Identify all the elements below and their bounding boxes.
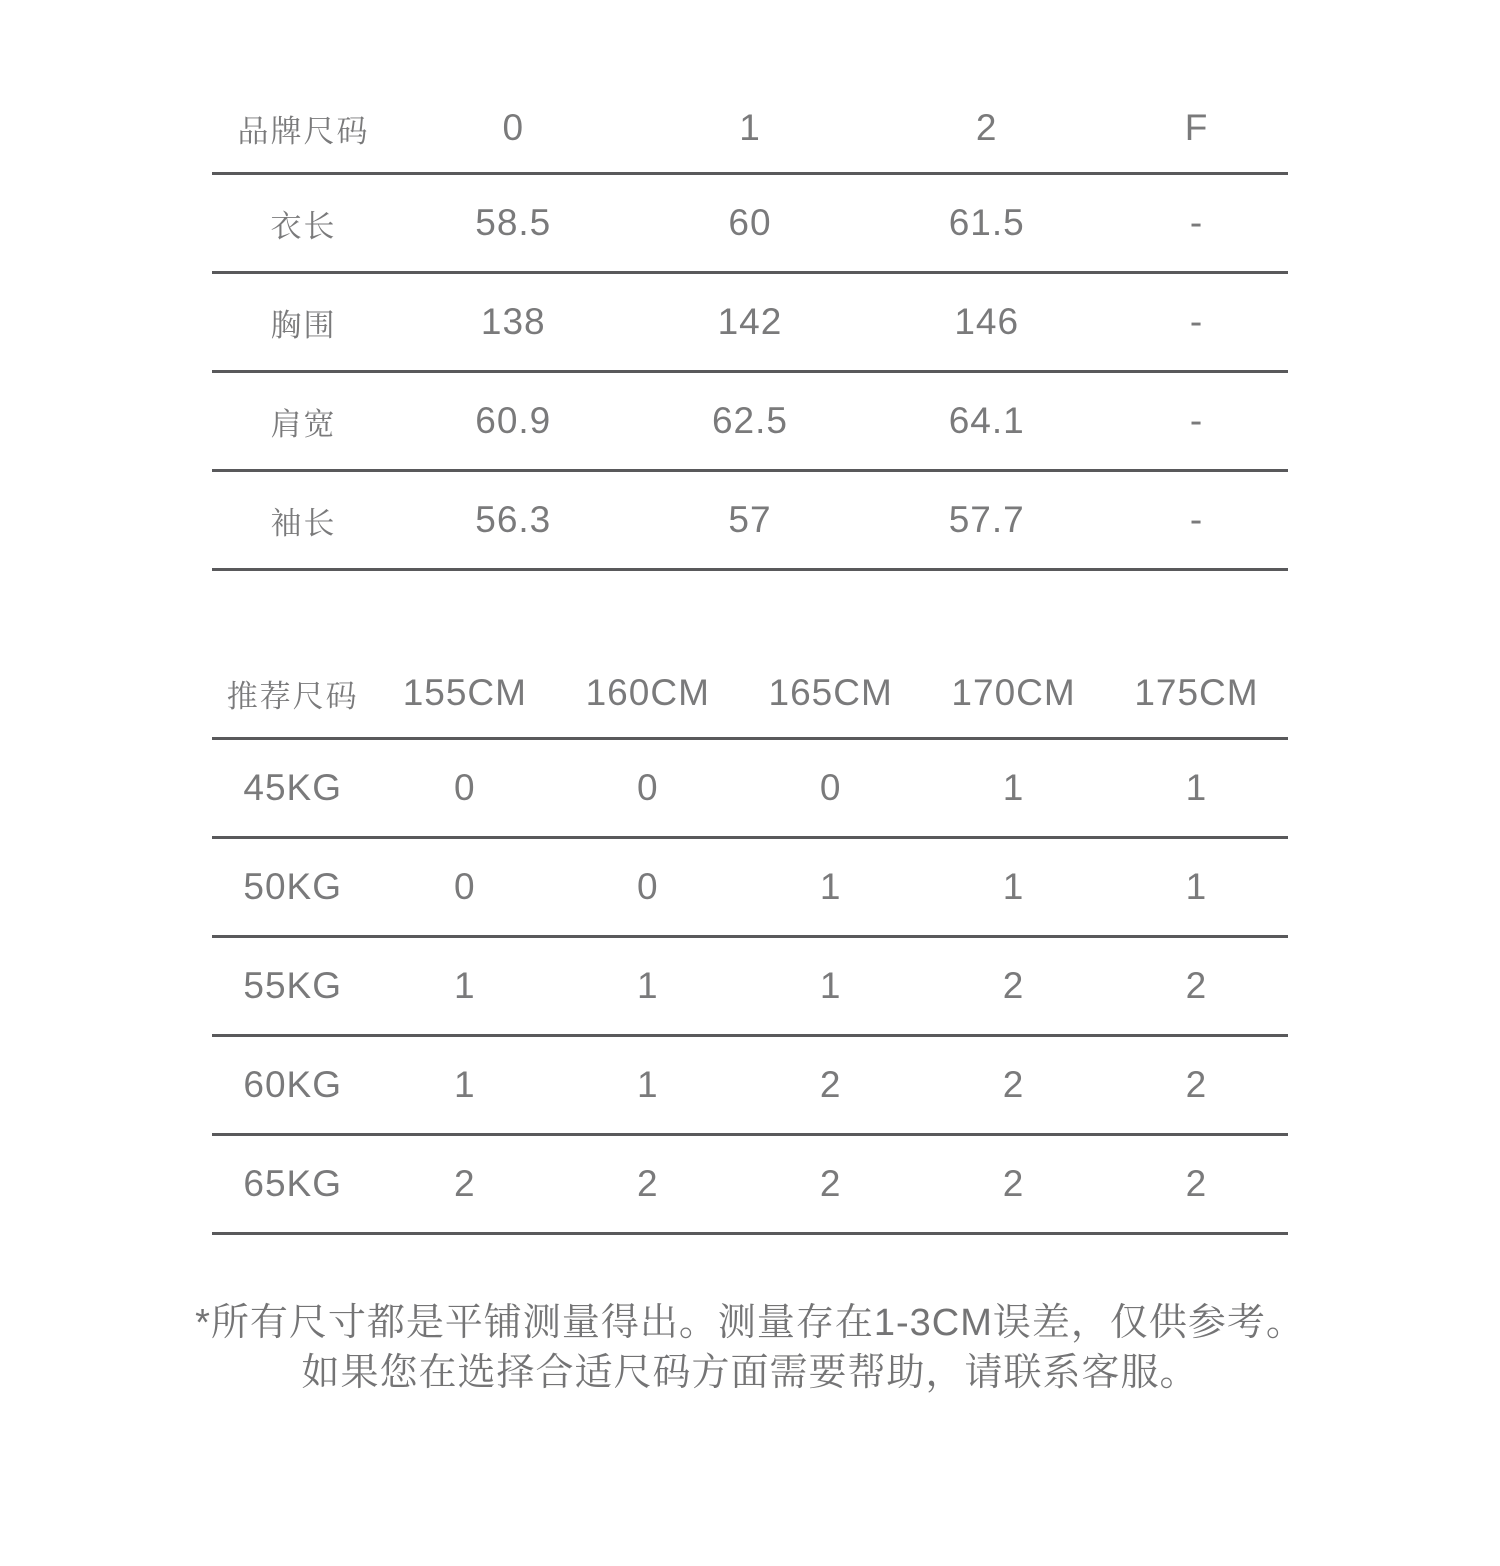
measure-value: 64.1 xyxy=(948,400,1025,441)
size-column-header: 1 xyxy=(739,107,761,148)
recommended-size-value: 2 xyxy=(1002,965,1025,1006)
table-row-65kg xyxy=(212,1136,1288,1235)
height-column-header: 155CM xyxy=(402,672,527,713)
recommended-size-value: 1 xyxy=(1002,866,1025,907)
weight-row-label: 50KG xyxy=(243,866,342,907)
recommended-size-value: 1 xyxy=(1185,866,1208,907)
weight-row-label: 45KG xyxy=(243,767,342,808)
measure-value: 62.5 xyxy=(711,400,788,441)
recommended-size-value: 2 xyxy=(819,1064,842,1105)
measure-value: 57 xyxy=(728,499,772,540)
measure-value: 142 xyxy=(717,301,783,342)
measure-value: 60.9 xyxy=(475,400,552,441)
recommended-size-value: 1 xyxy=(636,1064,659,1105)
recommended-size-value: 2 xyxy=(636,1163,659,1204)
height-column-header: 170CM xyxy=(951,672,1076,713)
table-row-shoulder-width xyxy=(212,373,1288,472)
measure-row-label: 袖长 xyxy=(270,505,337,541)
recommended-size-value: 1 xyxy=(454,1064,476,1105)
weight-row-label: 60KG xyxy=(243,1064,342,1105)
measure-value: 60 xyxy=(728,202,772,243)
brand-size-header-label: 品牌尺码 xyxy=(237,113,370,149)
recommended-size-value: 1 xyxy=(1185,767,1208,808)
measure-value: 146 xyxy=(954,301,1020,342)
weight-row-label: 55KG xyxy=(243,965,342,1006)
measure-value: 138 xyxy=(480,301,546,342)
recommended-size-value: 2 xyxy=(1185,965,1208,1006)
table-row-60kg xyxy=(212,1037,1288,1136)
recommended-size-value: 2 xyxy=(1002,1064,1025,1105)
table-row-45kg xyxy=(212,740,1288,839)
height-column-header: 165CM xyxy=(768,672,893,713)
measure-value: - xyxy=(1189,400,1204,441)
note-line-1: *所有尺寸都是平铺测量得出。测量存在1-3CM误差，仅供参考。 xyxy=(195,1302,1305,1344)
size-column-header: 0 xyxy=(502,107,525,148)
measure-value: 58.5 xyxy=(475,202,552,243)
brand-size-table xyxy=(212,84,1288,571)
recommend-size-header-row xyxy=(212,649,1288,740)
recommended-size-value: 0 xyxy=(819,767,842,808)
recommended-size-value: 1 xyxy=(636,965,659,1006)
recommended-size-value: 1 xyxy=(1002,767,1025,808)
recommend-size-header-label: 推荐尺码 xyxy=(226,678,359,714)
measure-value: - xyxy=(1189,499,1204,540)
recommended-size-value: 2 xyxy=(1185,1064,1208,1105)
measure-value: 57.7 xyxy=(948,499,1025,540)
size-column-header: 2 xyxy=(975,107,998,148)
brand-size-header-row xyxy=(212,84,1288,175)
measurement-note xyxy=(0,1298,1500,1398)
recommend-size-table xyxy=(212,649,1288,1235)
table-row-sleeve-length xyxy=(212,472,1288,571)
recommended-size-value: 2 xyxy=(1002,1163,1025,1204)
height-column-header: 175CM xyxy=(1134,672,1259,713)
measure-row-label: 肩宽 xyxy=(270,406,337,442)
table-row-garment-length xyxy=(212,175,1288,274)
recommended-size-value: 2 xyxy=(1185,1163,1208,1204)
recommended-size-value: 0 xyxy=(636,866,659,907)
note-line-2: 如果您在选择合适尺码方面需要帮助，请联系客服。 xyxy=(301,1352,1199,1394)
measure-value: 56.3 xyxy=(475,499,552,540)
recommended-size-value: 0 xyxy=(636,767,659,808)
recommended-size-value: 1 xyxy=(454,965,476,1006)
measure-value: - xyxy=(1189,202,1204,243)
recommended-size-value: 1 xyxy=(819,965,842,1006)
recommended-size-value: 2 xyxy=(819,1163,842,1204)
recommended-size-value: 1 xyxy=(819,866,842,907)
measure-value: 61.5 xyxy=(948,202,1025,243)
table-row-50kg xyxy=(212,839,1288,938)
table-row-55kg xyxy=(212,938,1288,1037)
measure-row-label: 胸围 xyxy=(270,307,337,343)
size-column-header: F xyxy=(1184,107,1209,148)
recommended-size-value: 2 xyxy=(454,1163,476,1204)
weight-row-label: 65KG xyxy=(243,1163,342,1204)
table-row-bust xyxy=(212,274,1288,373)
height-column-header: 160CM xyxy=(585,672,710,713)
recommended-size-value: 0 xyxy=(454,866,476,907)
measure-value: - xyxy=(1189,301,1204,342)
recommended-size-value: 0 xyxy=(454,767,476,808)
measure-row-label: 衣长 xyxy=(270,208,337,244)
